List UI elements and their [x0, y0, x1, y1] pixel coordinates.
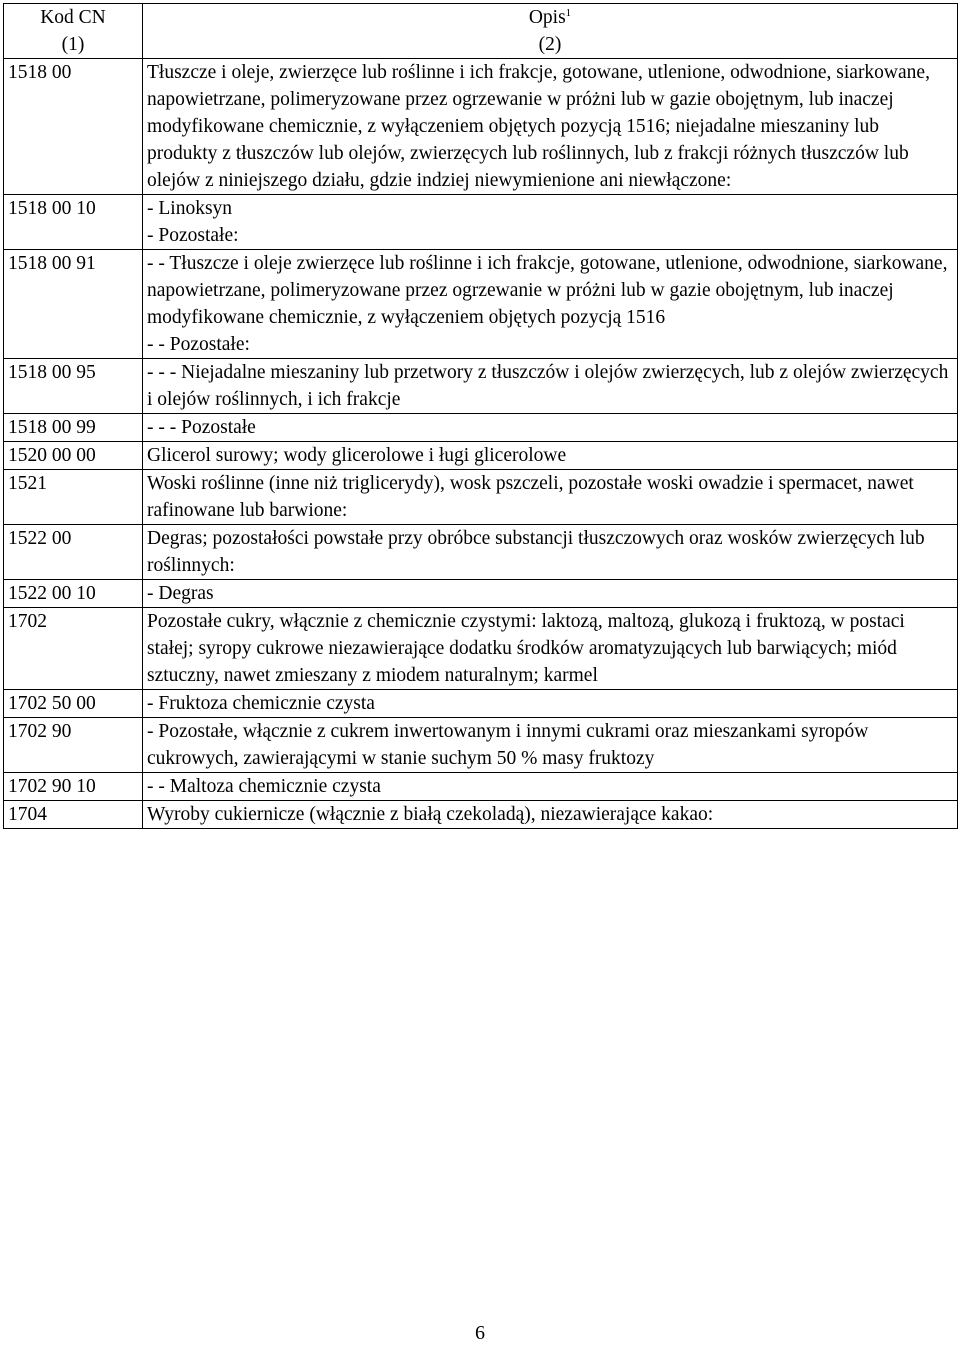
table-header-number-row: [4, 31, 958, 59]
cn-description: - - Maltoza chemicznie czysta: [143, 773, 958, 801]
header-col1-number: (1): [4, 31, 143, 59]
table-row: [4, 442, 958, 470]
table-row: [4, 690, 958, 718]
table-row: [4, 773, 958, 801]
cn-code: 1522 00: [4, 525, 143, 580]
cn-description: Woski roślinne (inne niż triglicerydy), wosk pszczeli, pozostałe woski owadzie i spermacet, nawet rafinowane lub barwione:: [143, 470, 958, 525]
header-opis: [143, 4, 958, 32]
table-row: [4, 525, 958, 580]
cn-description: Glicerol surowy; wody glicerolowe i ługi glicerolowe: [143, 442, 958, 470]
table-row: [4, 59, 958, 195]
table-row: [4, 414, 958, 442]
cn-description: - - Pozostałe:: [143, 331, 958, 359]
cn-code: 1521: [4, 470, 143, 525]
page-number: 6: [475, 1322, 485, 1344]
cn-code: 1518 00 91: [4, 250, 143, 332]
cn-code-table: [3, 3, 958, 829]
header-opis-label: Opis: [528, 7, 566, 28]
table-row: [4, 359, 958, 414]
cn-description: - Linoksyn: [143, 195, 958, 223]
cn-code: 1520 00 00: [4, 442, 143, 470]
table-row: [4, 195, 958, 223]
table-row: [4, 331, 958, 359]
table-row: [4, 718, 958, 773]
cn-code: 1702: [4, 608, 143, 690]
cn-code: 1702 50 00: [4, 690, 143, 718]
cn-description: - Degras: [143, 580, 958, 608]
table-row: [4, 470, 958, 525]
cn-description: - - Tłuszcze i oleje zwierzęce lub roślinne i ich frakcje, gotowane, utlenione, odwodnione, siarkowane, napowietrzane, polimeryzowane przez ogrzewanie w próżni lub w gazie obojętnym, lub inaczej modyfikowane chemicznie, z wyłączeniem objętych pozycją 1516: [143, 250, 958, 332]
cn-code: 1704: [4, 801, 143, 829]
cn-description: - - - Pozostałe: [143, 414, 958, 442]
cn-description: Wyroby cukiernicze (włącznie z białą czekoladą), niezawierające kakao:: [143, 801, 958, 829]
cn-description: - Pozostałe, włącznie z cukrem inwertowanym i innymi cukrami oraz mieszankami syropów cukrowych, zawierającymi w stanie suchym 50 % masy fruktozy: [143, 718, 958, 773]
cn-code: 1518 00: [4, 59, 143, 195]
cn-code: 1702 90: [4, 718, 143, 773]
cn-code: 1518 00 10: [4, 195, 143, 223]
table-row: [4, 222, 958, 250]
cn-description: Tłuszcze i oleje, zwierzęce lub roślinne i ich frakcje, gotowane, utlenione, odwodnione, siarkowane, napowietrzane, polimeryzowane przez ogrzewanie w próżni lub w gazie obojętnym, lub inaczej modyfikowane chemicznie, z wyłączeniem objętych pozycją 1516; niejadalne mieszaniny lub produkty z tłuszczów lub olejów, zwierzęcych lub roślinnych, lub z frakcji różnych tłuszczów lub olejów z niniejszego działu, gdzie indziej niewymienione ani niewłączone:: [143, 59, 958, 195]
cn-description: Pozostałe cukry, włącznie z chemicznie czystymi: laktozą, maltozą, glukozą i fruktozą, w postaci stałej; syropy cukrowe niezawierające dodatku środków aromatyzujących lub barwiących; miód sztuczny, nawet zmieszany z miodem naturalnym; karmel: [143, 608, 958, 690]
table-row: [4, 801, 958, 829]
table-row: [4, 250, 958, 332]
header-kod-cn: Kod CN: [4, 4, 143, 32]
table-row: [4, 580, 958, 608]
cn-code: 1702 90 10: [4, 773, 143, 801]
cn-description: - - - Niejadalne mieszaniny lub przetwory z tłuszczów i olejów zwierzęcych, lub z olejów zwierzęcych i olejów roślinnych, i ich frakcje: [143, 359, 958, 414]
footnote-marker: 1: [565, 7, 572, 19]
cn-code: [4, 331, 143, 359]
cn-code: 1518 00 95: [4, 359, 143, 414]
cn-code: 1522 00 10: [4, 580, 143, 608]
header-col2-number: (2): [143, 31, 958, 59]
table-header-row: [4, 4, 958, 32]
table-row: [4, 608, 958, 690]
cn-code: 1518 00 99: [4, 414, 143, 442]
cn-description: - Fruktoza chemicznie czysta: [143, 690, 958, 718]
cn-description: - Pozostałe:: [143, 222, 958, 250]
cn-description: Degras; pozostałości powstałe przy obróbce substancji tłuszczowych oraz wosków zwierzęcych lub roślinnych:: [143, 525, 958, 580]
cn-code: [4, 222, 143, 250]
